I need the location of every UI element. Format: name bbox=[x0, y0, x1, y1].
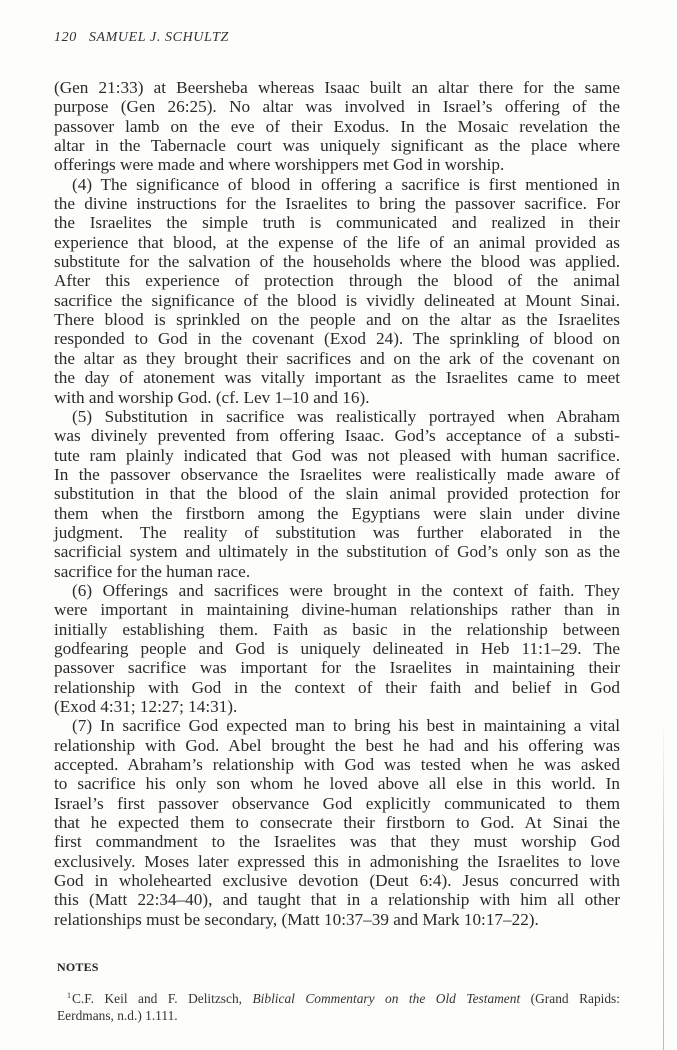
text-line: godfearing people and God is uniquely delineated in Heb 11:1–29. The bbox=[54, 638, 620, 658]
text-line: to sacrifice his only son whom he loved above all else in this world. In bbox=[54, 774, 620, 794]
text-line: There blood is sprinkled on the people and on the altar as the Israelites bbox=[54, 310, 620, 330]
text-line: sacrificial system and ultimately in the substitution of God’s only son as the bbox=[54, 542, 620, 562]
text-line: judgment. The reality of substitution was further elaborated in the bbox=[54, 522, 620, 542]
text-line: that he expected them to consecrate their firstborn to God. At Sinai the bbox=[54, 813, 620, 833]
text-line: were important in maintaining divine-human relationships rather than in bbox=[54, 600, 620, 620]
text-line: (Gen 21:33) at Beersheba whereas Isaac built an altar there for the same bbox=[54, 78, 620, 97]
running-head bbox=[54, 30, 229, 46]
page-number: 120 bbox=[54, 30, 77, 45]
text-line: responded to God in the covenant (Exod 24). The sprinkling of blood on bbox=[54, 329, 620, 349]
text-line: altar in the Tabernacle court was uniquely significant as the place where bbox=[54, 136, 620, 156]
text-line: purpose (Gen 26:25). No altar was involved in Israel’s offering of the bbox=[54, 97, 620, 117]
text-line: the day of atonement was vitally important as the Israelites came to meet bbox=[54, 368, 620, 388]
text-line: accepted. Abraham’s relationship with God was tested when he was asked bbox=[54, 755, 620, 775]
page-edge-shadow bbox=[663, 720, 664, 1050]
text-line: sacrifice the significance of the blood is vividly delineated at Mount Sinai. bbox=[54, 290, 620, 310]
text-line: After this experience of protection through the blood of the animal bbox=[54, 271, 620, 291]
paragraph-first-line: (4) The significance of blood in offering a sacrifice is first mentioned in bbox=[72, 174, 620, 194]
text-line: sacrifice for the human race. bbox=[54, 561, 251, 581]
text-line: initially establishing them. Faith as basic in the relationship between bbox=[54, 619, 620, 639]
text-line: Israel’s first passover observance God explicitly communicated to them bbox=[54, 793, 620, 813]
paragraph-first-line: (7) In sacrifice God expected man to bring his best in maintaining a vital bbox=[72, 716, 620, 736]
text-line: was divinely prevented from offering Isaac. God’s acceptance of a substi- bbox=[54, 426, 620, 446]
footnote-line bbox=[57, 988, 620, 1008]
text-line: relationship with God. Abel brought the best he had and his offering was bbox=[54, 735, 620, 755]
text-line: tute ram plainly indicated that God was not pleased with human sacrifice. bbox=[54, 445, 620, 465]
text-line: relationship with God in the context of their faith and belief in God bbox=[54, 677, 620, 697]
text-line: experience that blood, at the expense of the life of an animal provided as bbox=[54, 232, 620, 252]
notes-heading: NOTES bbox=[57, 960, 99, 974]
footnote-marker: 1 bbox=[67, 991, 71, 1000]
text-line: In the passover observance the Israelites were realistically made aware of bbox=[54, 464, 620, 484]
paragraph-first-line: (5) Substitution in sacrifice was realistically portrayed when Abraham bbox=[72, 406, 620, 426]
text-line: substitution in that the blood of the slain animal provided protection for bbox=[54, 484, 620, 504]
paragraph-first-line: (6) Offerings and sacrifices were brought in the context of faith. They bbox=[72, 580, 620, 600]
text-line: substitute for the salvation of the households where the blood was applied. bbox=[54, 252, 620, 272]
text-line: passover sacrifice was important for the Israelites in maintaining their bbox=[54, 658, 620, 678]
text-line: the Israelites the simple truth is communicated and realized in their bbox=[54, 213, 620, 233]
text-line: offerings were made and where worshippers met God in worship. bbox=[54, 155, 505, 175]
text-line: passover lamb on the eve of their Exodus. In the Mosaic revelation the bbox=[54, 116, 620, 136]
footnote-publisher: (Grand Rapids: bbox=[520, 991, 620, 1006]
text-line: (Exod 4:31; 12:27; 14:31). bbox=[54, 697, 238, 716]
footnote-1 bbox=[57, 988, 620, 1024]
body-text bbox=[54, 78, 620, 929]
footnote-authors: C.F. Keil and F. Delitzsch, bbox=[72, 991, 253, 1006]
text-line: with and worship God. (cf. Lev 1–10 and 16). bbox=[54, 387, 370, 407]
footnote-line: Eerdmans, n.d.) 1.111. bbox=[57, 1007, 178, 1023]
footnote-title: Biblical Commentary on the Old Testament bbox=[252, 991, 521, 1006]
text-line: first commandment to the Israelites was that they must worship God bbox=[54, 832, 620, 852]
text-line: them when the firstborn among the Egyptians were slain under divine bbox=[54, 503, 620, 523]
running-title: SAMUEL J. SCHULTZ bbox=[88, 30, 229, 45]
text-line: this (Matt 22:34–40), and taught that in a relationship with him all other bbox=[54, 890, 620, 910]
text-line: God in wholehearted exclusive devotion (Deut 6:4). Jesus concurred with bbox=[54, 871, 620, 891]
text-line: the divine instructions for the Israelites to bring the passover sacrifice. For bbox=[54, 194, 620, 214]
text-line: the altar as they brought their sacrifices and on the ark of the covenant on bbox=[54, 348, 620, 368]
text-line: exclusively. Moses later expressed this in admonishing the Israelites to love bbox=[54, 851, 620, 871]
text-line: relationships must be secondary, (Matt 10:37–39 and Mark 10:17–22). bbox=[54, 909, 539, 929]
